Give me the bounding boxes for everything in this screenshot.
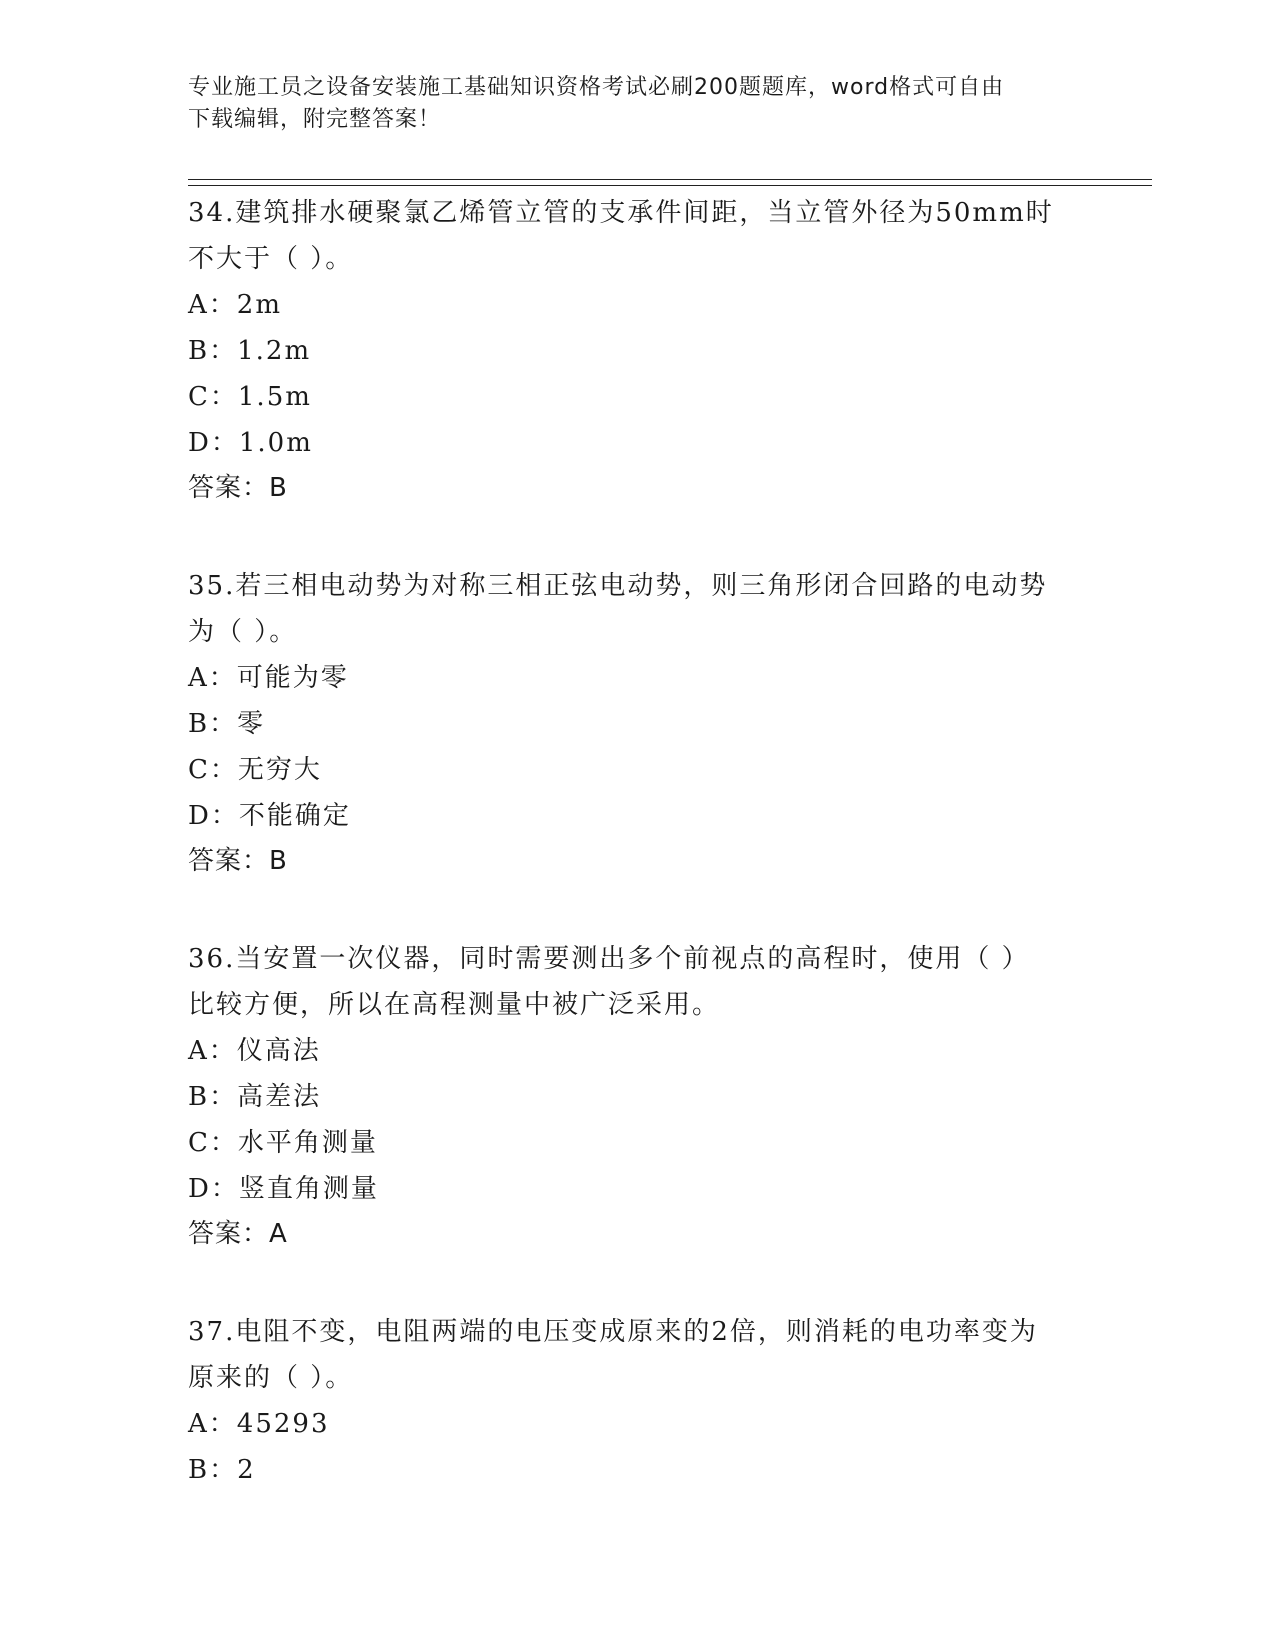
stem-line-1: 37.电阻不变，电阻两端的电压变成原来的2倍，则消耗的电功率变为 bbox=[188, 1317, 1038, 1347]
stem-line-1: 35.若三相电动势为对称三相正弦电动势，则三角形闭合回路的电动势 bbox=[188, 571, 1048, 601]
question-stem bbox=[188, 936, 1088, 1028]
answer: 答案：A bbox=[188, 1219, 288, 1249]
option-a: A：可能为零 bbox=[188, 663, 349, 693]
option-b: B：高差法 bbox=[188, 1082, 322, 1112]
answer: 答案：B bbox=[188, 473, 288, 503]
question-list bbox=[188, 190, 1088, 1546]
stem-line-1: 36.当安置一次仪器，同时需要测出多个前视点的高程时，使用（ ） bbox=[188, 944, 1030, 974]
stem-line-2: 不大于（ ）。 bbox=[188, 244, 354, 274]
stem-line-2: 原来的（ ）。 bbox=[188, 1363, 354, 1393]
question-37 bbox=[188, 1309, 1088, 1493]
option-b: B：1.2m bbox=[188, 336, 312, 366]
option-d: D：竖直角测量 bbox=[188, 1174, 379, 1204]
option-c: C：水平角测量 bbox=[188, 1128, 378, 1158]
header-line-1: 专业施工员之设备安装施工基础知识资格考试必刷200题题库，word格式可自由 bbox=[188, 75, 1005, 100]
question-36 bbox=[188, 936, 1088, 1256]
question-35 bbox=[188, 563, 1088, 883]
option-a: A：仪高法 bbox=[188, 1036, 321, 1066]
answer: 答案：B bbox=[188, 846, 288, 876]
option-a: A：2m bbox=[188, 290, 282, 320]
option-d: D：1.0m bbox=[188, 428, 313, 458]
stem-line-1: 34.建筑排水硬聚氯乙烯管立管的支承件间距，当立管外径为50mm时 bbox=[188, 198, 1054, 228]
option-c: C：1.5m bbox=[188, 382, 312, 412]
option-a: A：45293 bbox=[188, 1409, 330, 1439]
option-b: B：2 bbox=[188, 1455, 256, 1485]
question-stem bbox=[188, 563, 1088, 655]
option-c: C：无穷大 bbox=[188, 755, 322, 785]
document-header bbox=[188, 72, 1088, 136]
header-divider-bottom bbox=[188, 185, 1152, 186]
stem-line-2: 为（ ）。 bbox=[188, 617, 298, 647]
option-d: D：不能确定 bbox=[188, 801, 351, 831]
header-line-2: 下载编辑，附完整答案！ bbox=[188, 107, 442, 132]
question-34 bbox=[188, 190, 1088, 510]
stem-line-2: 比较方便，所以在高程测量中被广泛采用。 bbox=[188, 990, 721, 1020]
option-b: B：零 bbox=[188, 709, 266, 739]
question-stem bbox=[188, 190, 1088, 282]
question-stem bbox=[188, 1309, 1088, 1401]
header-divider-top bbox=[188, 179, 1152, 180]
